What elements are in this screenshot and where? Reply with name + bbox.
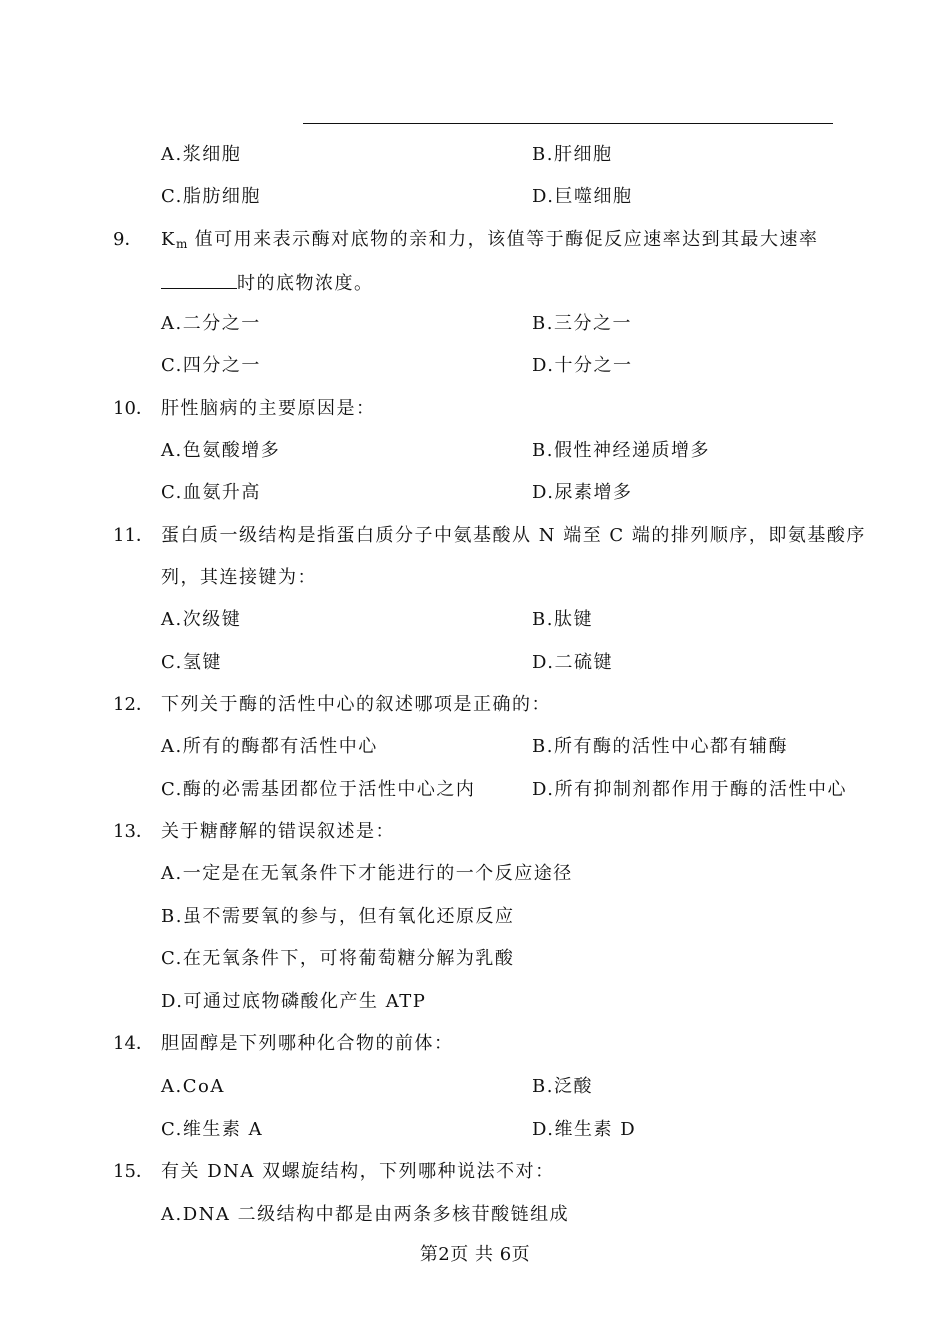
q13-number: 13．	[113, 821, 154, 842]
q9-stem-line1	[161, 228, 819, 256]
q11-option-c: C.氢键	[161, 652, 222, 673]
q11-option-d: D.二硫键	[532, 652, 614, 673]
q8-option-b: B.肝细胞	[532, 144, 613, 165]
q8-option-d: D.巨噬细胞	[532, 186, 633, 207]
q11-number: 11．	[113, 525, 154, 546]
q8-option-c: C.脂肪细胞	[161, 186, 261, 207]
q13-option-b: B.虽不需要氧的参与，但有氧化还原反应	[161, 906, 515, 927]
q9-option-d: D.十分之一	[532, 355, 633, 376]
q8-option-a: A.浆细胞	[161, 144, 242, 165]
q14-stem: 胆固醇是下列哪种化合物的前体：	[161, 1033, 454, 1054]
q9-option-a: A.二分之一	[161, 313, 261, 334]
q11-option-a: A.次级键	[161, 609, 242, 630]
q12-option-d: D.所有抑制剂都作用于酶的活性中心	[532, 779, 848, 800]
q12-stem: 下列关于酶的活性中心的叙述哪项是正确的：	[161, 694, 551, 715]
q9-option-c: C.四分之一	[161, 355, 261, 376]
q14-option-c: C.维生素 A	[161, 1119, 264, 1140]
q9-stem-line2-text: 时的底物浓度。	[237, 273, 374, 294]
q13-option-a: A.一定是在无氧条件下才能进行的一个反应途径	[161, 863, 573, 884]
q11-stem-line2: 列，其连接键为：	[161, 567, 317, 588]
q13-option-c: C.在无氧条件下，可将葡萄糖分解为乳酸	[161, 948, 515, 969]
q9-option-b: B.三分之一	[532, 313, 632, 334]
q12-option-a: A.所有的酶都有活性中心	[161, 736, 378, 757]
q10-option-d: D.尿素增多	[532, 482, 633, 503]
q11-stem-line1: 蛋白质一级结构是指蛋白质分子中氨基酸从 N 端至 C 端的排列顺序，即氨基酸序	[161, 525, 866, 546]
q15-number: 15．	[113, 1161, 154, 1182]
q10-option-b: B.假性神经递质增多	[532, 440, 710, 461]
q14-number: 14．	[113, 1033, 154, 1054]
q11-option-b: B.肽键	[532, 609, 593, 630]
fill-blank	[161, 270, 237, 289]
q14-option-d: D.维生素 D	[532, 1119, 637, 1140]
answer-blank-line	[303, 123, 833, 124]
km-subscript: m	[175, 237, 188, 251]
q10-option-c: C.血氨升高	[161, 482, 261, 503]
q12-number: 12．	[113, 694, 154, 715]
q9-number: 9．	[113, 229, 143, 250]
q9-stem-line2	[161, 270, 374, 296]
page-footer: 第2页 共 6页	[419, 1244, 531, 1265]
q15-option-a: A.DNA 二级结构中都是由两条多核苷酸链组成	[161, 1204, 570, 1225]
q10-stem: 肝性脑病的主要原因是：	[161, 398, 376, 419]
q9-stem-text: 值可用来表示酶对底物的亲和力，该值等于酶促反应速率达到其最大速率	[187, 229, 819, 250]
q14-option-b: B.泛酸	[532, 1076, 593, 1097]
q10-number: 10．	[113, 398, 154, 419]
q10-option-a: A.色氨酸增多	[161, 440, 281, 461]
km-symbol: K	[161, 229, 176, 250]
q12-option-c: C.酶的必需基团都位于活性中心之内	[161, 779, 476, 800]
q13-option-d: D.可通过底物磷酸化产生 ATP	[161, 991, 427, 1012]
q12-option-b: B.所有酶的活性中心都有辅酶	[532, 736, 788, 757]
q14-option-a: A.CoA	[161, 1076, 225, 1097]
q13-stem: 关于糖酵解的错误叙述是：	[161, 821, 395, 842]
q15-stem: 有关 DNA 双螺旋结构，下列哪种说法不对：	[161, 1161, 555, 1182]
